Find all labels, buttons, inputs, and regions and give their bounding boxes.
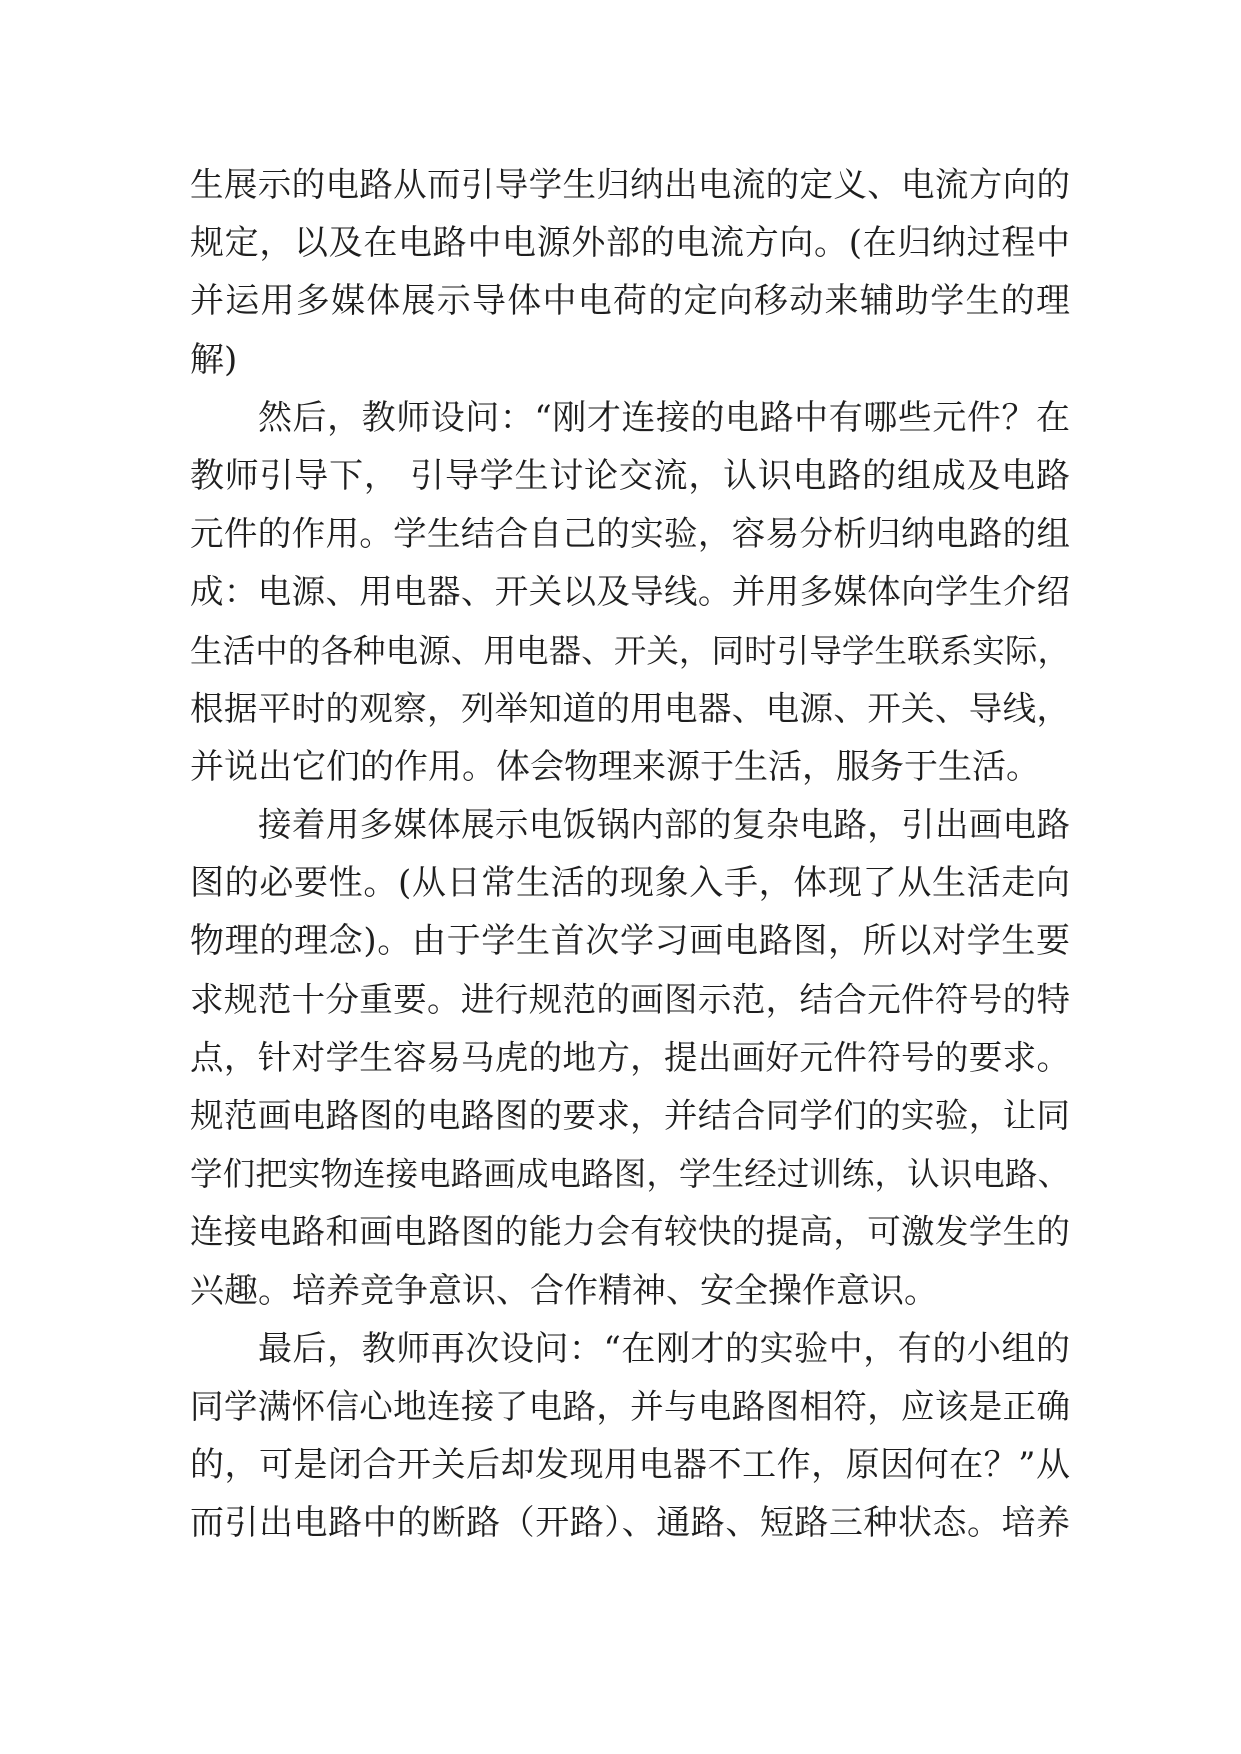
text-line: 图的必要性。(从日常生活的现象入手，体现了从生活走向 <box>190 863 1070 904</box>
text-line: 兴趣。培养竞争意识、合作精神、安全操作意识。 <box>190 1270 938 1311</box>
text-line: 点，针对学生容易马虎的地方，提出画好元件符号的要求。 <box>190 1037 1070 1077</box>
text-line: 解) <box>190 339 238 380</box>
text-line: 的，可是闭合开关后却发现用电器不工作，原因何在？”从 <box>190 1445 1070 1486</box>
text-line: 并运用多媒体展示导体中电荷的定向移动来辅助学生的理 <box>190 281 1070 322</box>
text-line: 成：电源、用电器、开关以及导线。并用多媒体向学生介绍 <box>190 572 1070 612</box>
text-line: 接着用多媒体展示电饭锅内部的复杂电路，引出画电路 <box>258 805 1070 845</box>
text-line: 规定，以及在电路中电源外部的电流方向。(在归纳过程中 <box>190 223 1070 264</box>
text-line: 同学满怀信心地连接了电路，并与电路图相符，应该是正确 <box>190 1386 1070 1426</box>
text-line: 生展示的电路从而引导学生归纳出电流的定义、电流方向的 <box>190 165 1070 204</box>
text-line: 学们把实物连接电路画成电路图，学生经过训练，认识电路、 <box>190 1155 1070 1194</box>
text-line: 然后，教师设问：“刚才连接的电路中有哪些元件？在 <box>258 397 1070 438</box>
text-line: 规范画电路图的电路图的要求，并结合同学们的实验，让同 <box>190 1096 1070 1135</box>
text-line: 根据平时的观察，列举知道的用电器、电源、开关、导线， <box>190 688 1070 728</box>
text-line: 最后，教师再次设问：“在刚才的实验中，有的小组的 <box>258 1328 1070 1369</box>
text-line: 连接电路和画电路图的能力会有较快的提高，可激发学生的 <box>190 1212 1070 1252</box>
text-line: 物理的理念)。由于学生首次学习画电路图，所以对学生要 <box>190 921 1070 962</box>
text-line: 并说出它们的作用。体会物理来源于生活，服务于生活。 <box>190 746 1040 787</box>
text-line: 而引出电路中的断路（开路）、通路、短路三种状态。培养 <box>190 1503 1070 1544</box>
text-line: 教师引导下， 引导学生讨论交流，认识电路的组成及电路 <box>190 455 1070 496</box>
text-line: 求规范十分重要。进行规范的画图示范，结合元件符号的特 <box>190 979 1070 1019</box>
text-line: 生活中的各种电源、用电器、开关，同时引导学生联系实际， <box>190 631 1070 670</box>
text-line: 元件的作用。学生结合自己的实验，容易分析归纳电路的组 <box>190 514 1070 554</box>
document-body <box>190 156 1070 1553</box>
